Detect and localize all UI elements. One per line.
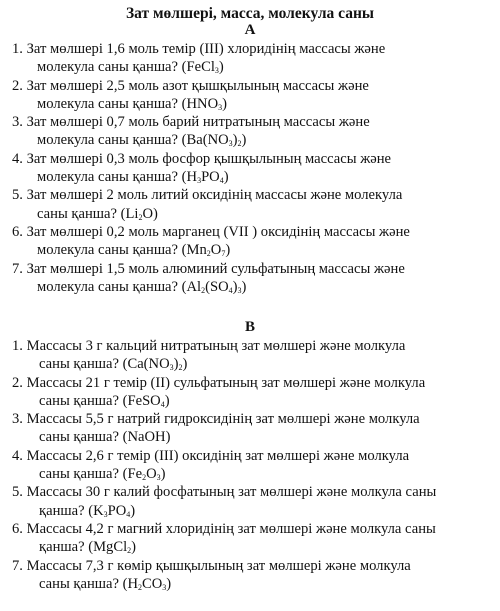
item-text: қанша? (K xyxy=(39,502,104,519)
section-b-item-1 xyxy=(12,337,492,374)
item-text: саны қанша? (Ca(NO xyxy=(39,356,170,373)
subscript: 3 xyxy=(218,102,223,112)
item-line: 1. Зат мөлшері 1,6 моль темір (III) хлоридінің массасы және xyxy=(12,41,386,57)
section-b-item-3 xyxy=(12,410,492,447)
item-line: 2. Массасы 21 г темір (II) сульфатының зат мөлшері және молкула xyxy=(12,374,426,391)
item-text: PO xyxy=(107,502,127,519)
item-text: саны қанша? (FeSO xyxy=(39,392,161,409)
item-text: ) xyxy=(241,132,247,149)
subscript: 4 xyxy=(160,399,165,409)
item-text: молекула саны қанша? (Ba(NO xyxy=(37,132,229,149)
item-text: (SO xyxy=(205,278,229,295)
item-line: 1. Массасы 3 г кальций нитратының зат мөлшері және молкула xyxy=(12,338,406,354)
subscript: 3 xyxy=(169,363,174,373)
subscript: 3 xyxy=(162,582,167,592)
item-line xyxy=(12,355,492,373)
subscript: 3 xyxy=(228,139,233,149)
subscript: 4 xyxy=(126,509,131,519)
item-line: 4. Массасы 2,6 г темір (III) оксидінің зат мөлшері және молкула xyxy=(12,447,410,464)
item-line xyxy=(12,131,492,149)
item-text: ) xyxy=(160,466,166,483)
item-text: ) xyxy=(222,95,228,112)
item-text: ) xyxy=(232,132,238,149)
subscript: 2 xyxy=(142,473,147,483)
item-text: ) xyxy=(218,59,224,76)
section-a-item-6 xyxy=(12,223,492,260)
item-line xyxy=(12,465,492,483)
item-text: PO xyxy=(201,169,220,186)
item-text: O xyxy=(210,242,222,259)
item-line xyxy=(12,205,492,223)
section-a-item-5 xyxy=(12,186,492,223)
section-b-list xyxy=(12,337,492,593)
item-text: ) xyxy=(232,278,238,295)
item-line xyxy=(12,58,492,76)
item-text: ) xyxy=(241,278,247,295)
item-line xyxy=(12,392,492,410)
page-title: Зат мөлшері, масса, молекула саны xyxy=(125,5,375,22)
item-text: саны қанша? (NaOH) xyxy=(39,429,171,446)
item-line xyxy=(12,538,492,556)
section-b-item-2 xyxy=(12,374,492,411)
section-a-item-3 xyxy=(12,113,492,150)
section-b-item-4 xyxy=(12,447,492,484)
section-a-item-1 xyxy=(12,40,492,77)
section-b-item-6 xyxy=(12,520,492,557)
section-a-heading: A xyxy=(244,22,256,38)
item-line: 7. Массасы 7,3 г көмір қышқылының зат мөлшері және молкула xyxy=(12,557,411,574)
subscript: 3 xyxy=(156,473,161,483)
subscript: 2 xyxy=(138,212,143,222)
item-text: ) xyxy=(182,356,188,373)
item-line: 6. Зат мөлшері 0,2 моль марганец (VII ) оксидінің массасы және xyxy=(12,223,410,240)
subscript: 4 xyxy=(219,176,224,186)
item-line: 3. Зат мөлшері 0,7 моль барий нитратының массасы және xyxy=(12,114,370,131)
item-text: саны қанша? (Li xyxy=(37,205,139,222)
item-text: молекула саны қанша? (Mn xyxy=(37,242,207,259)
item-line: 2. Зат мөлшері 2,5 моль азот қышқылының массасы және xyxy=(12,77,369,94)
section-a-item-2 xyxy=(12,77,492,114)
item-text: ) xyxy=(173,356,179,373)
item-line xyxy=(12,575,492,593)
item-text: молекула саны қанша? (FeCl xyxy=(37,59,215,76)
item-line xyxy=(12,168,492,186)
item-text: ) xyxy=(166,575,172,592)
item-text: CO xyxy=(142,575,163,592)
item-line: 6. Массасы 4,2 г магний хлоридінің зат мөлшері және молкула саны xyxy=(12,520,436,537)
item-line: 3. Массасы 5,5 г натрий гидроксидінің зат мөлшері және молкула xyxy=(12,411,420,428)
subscript: 2 xyxy=(237,139,242,149)
item-line xyxy=(12,502,492,520)
item-line: 7. Зат мөлшері 1,5 моль алюминий сульфатының массасы және xyxy=(12,260,405,277)
item-line: 4. Зат мөлшері 0,3 моль фосфор қышқылының массасы және xyxy=(12,150,392,167)
item-line xyxy=(12,241,492,259)
item-text: саны қанша? (Fe xyxy=(39,466,143,483)
section-b-item-5 xyxy=(12,483,492,520)
item-line: 5. Зат мөлшері 2 моль литий оксидінің массасы және молекула xyxy=(12,187,403,204)
item-text: ) xyxy=(130,502,136,519)
item-text: ) xyxy=(223,169,229,186)
item-text: молекула саны қанша? (HNO xyxy=(37,95,219,112)
item-line xyxy=(12,95,492,113)
item-text: молекула саны қанша? (H xyxy=(37,169,198,186)
subscript: 2 xyxy=(201,285,206,295)
item-text: ) xyxy=(225,242,231,259)
section-b-item-7 xyxy=(12,557,492,594)
item-line xyxy=(12,428,492,446)
subscript: 4 xyxy=(228,285,233,295)
subscript: 3 xyxy=(237,285,242,295)
section-a-item-4 xyxy=(12,150,492,187)
section-a-list xyxy=(12,40,492,296)
subscript: 2 xyxy=(206,249,211,259)
section-b-heading: B xyxy=(244,319,255,335)
item-text: O) xyxy=(142,205,158,222)
item-text: ) xyxy=(131,539,137,556)
subscript: 2 xyxy=(138,582,143,592)
subscript: 3 xyxy=(214,66,219,76)
item-text: ) xyxy=(164,392,170,409)
item-text: O xyxy=(146,466,157,483)
subscript: 3 xyxy=(103,509,108,519)
subscript: 2 xyxy=(178,363,183,373)
subscript: 2 xyxy=(127,546,132,556)
item-line xyxy=(12,278,492,296)
subscript: 7 xyxy=(221,249,226,259)
item-text: молекула саны қанша? (Al xyxy=(37,278,202,295)
subscript: 3 xyxy=(197,176,202,186)
item-text: қанша? (MgCl xyxy=(39,539,128,556)
item-line: 5. Массасы 30 г калий фосфатының зат мөлшері және молкула саны xyxy=(12,484,437,501)
item-text: саны қанша? (H xyxy=(39,575,139,592)
section-a-item-7 xyxy=(12,260,492,297)
